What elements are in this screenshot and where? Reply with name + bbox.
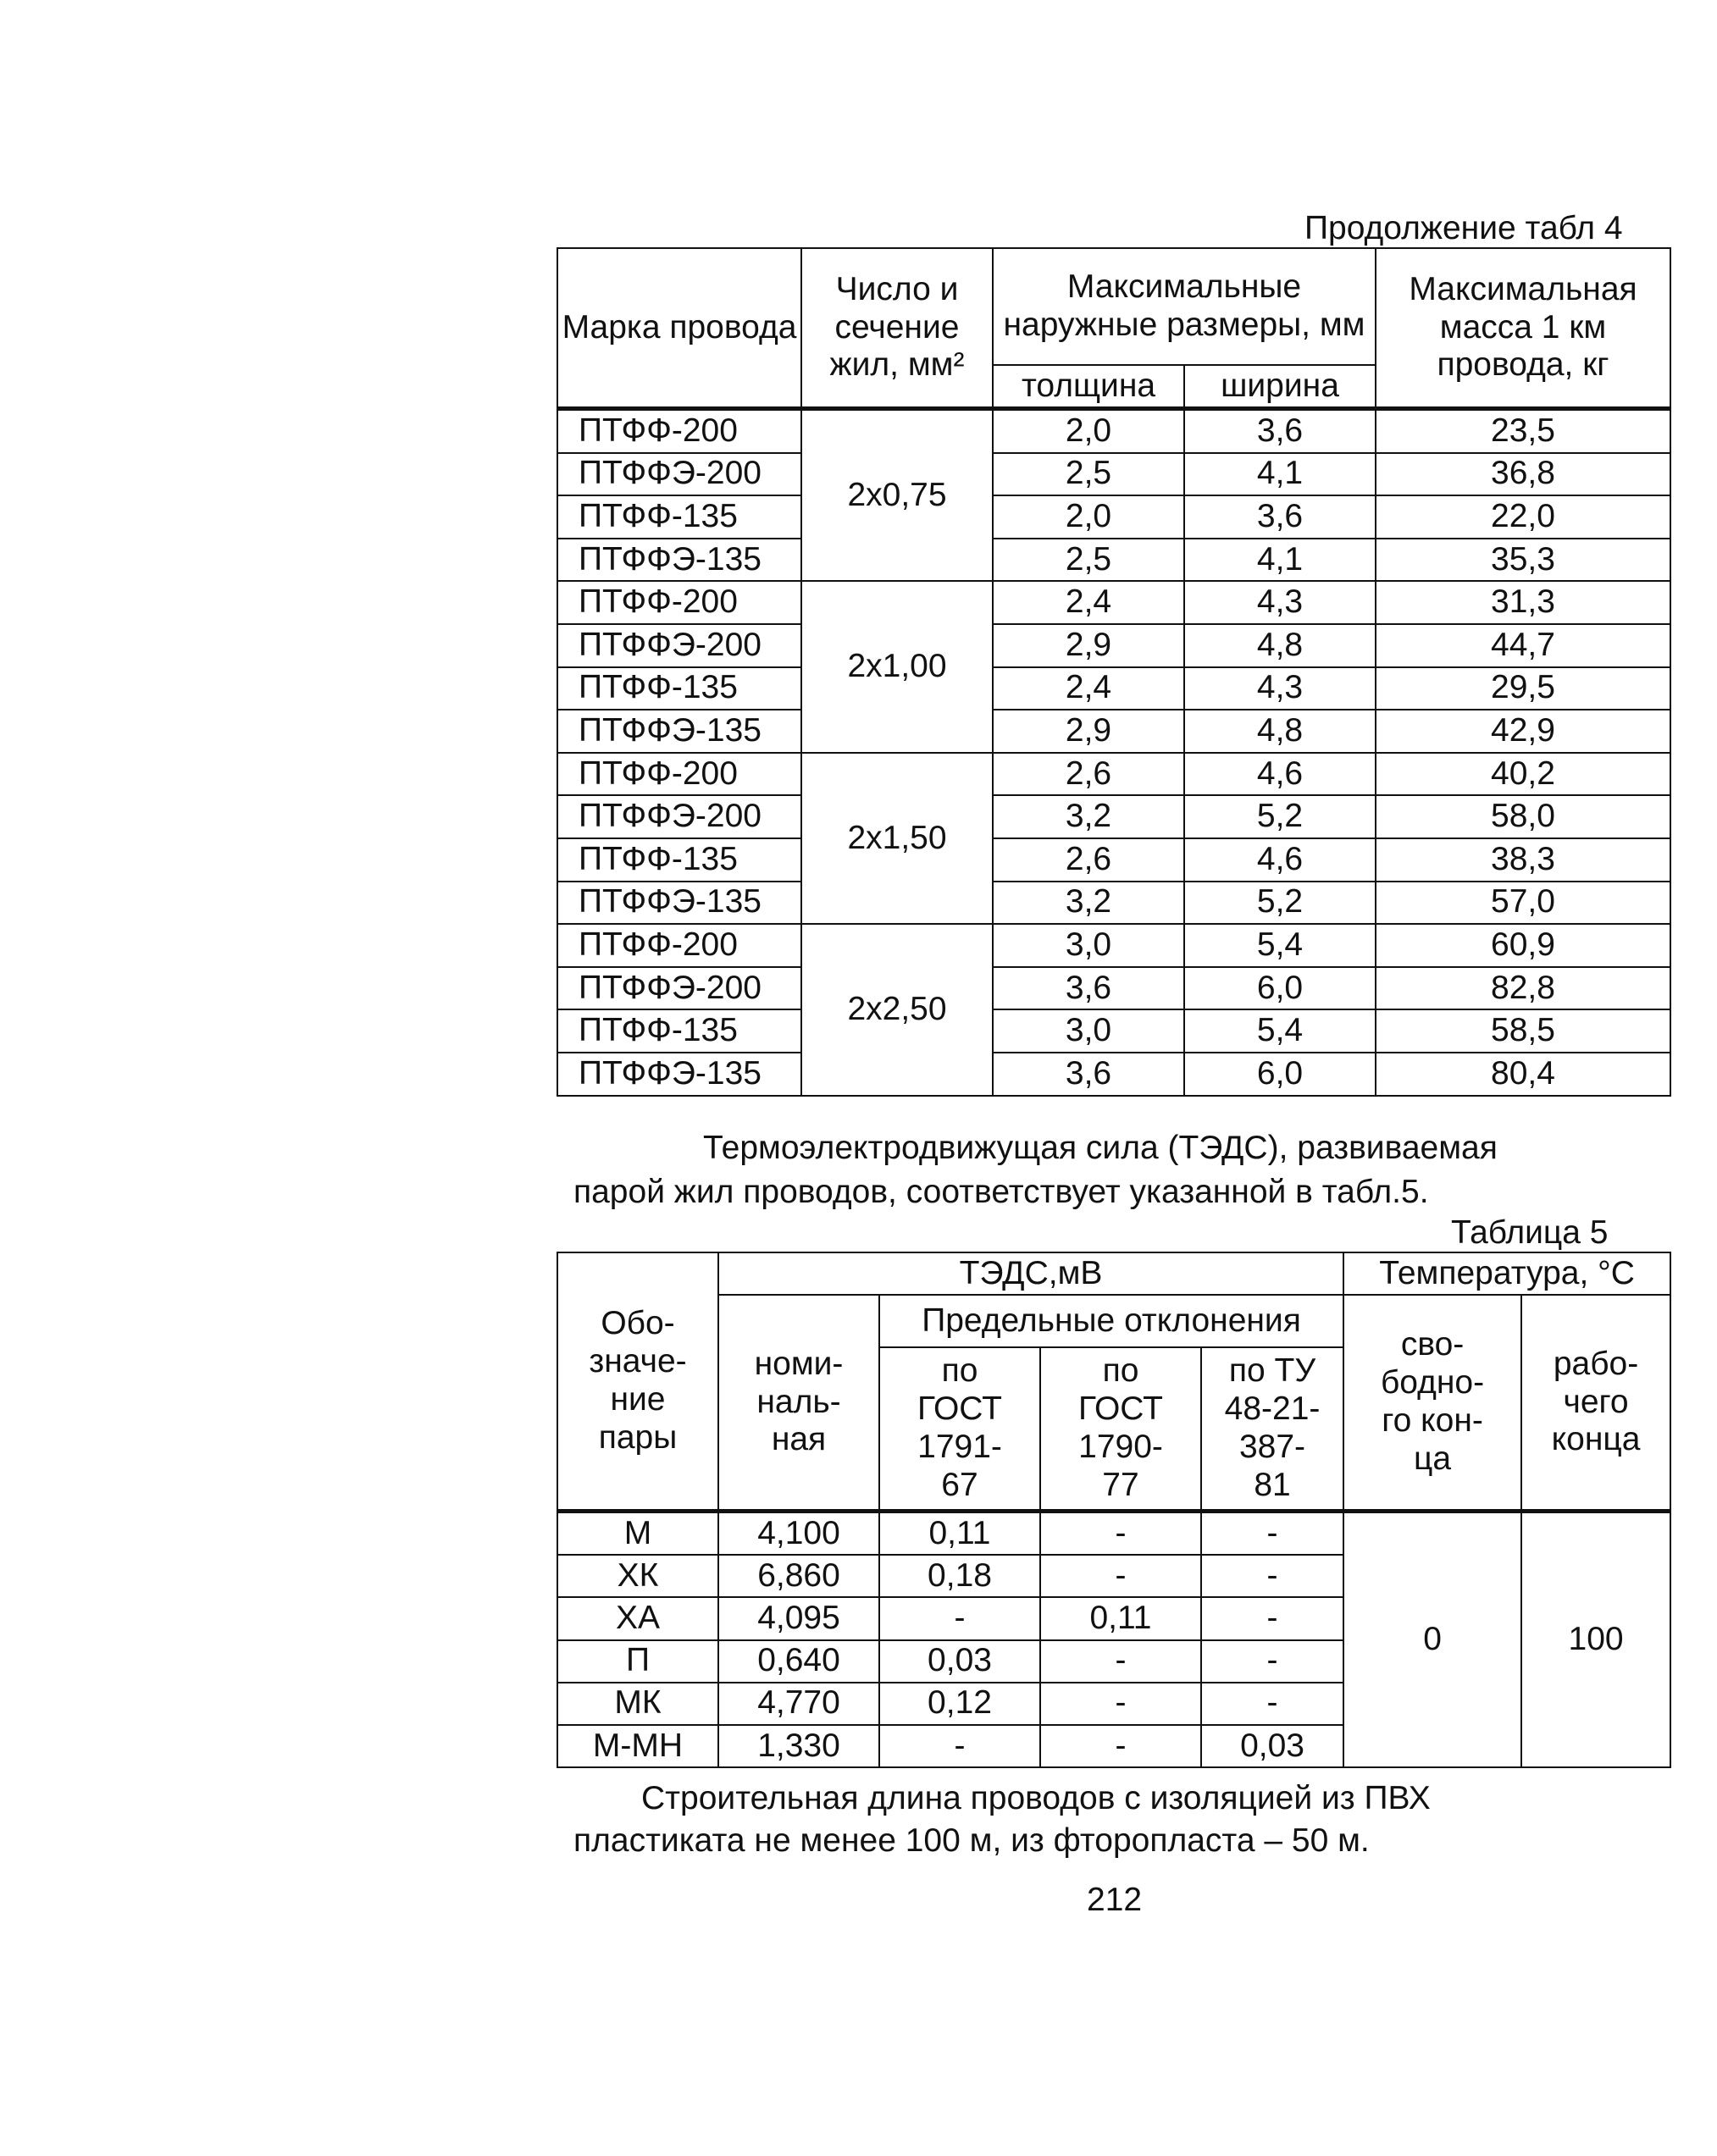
cell-pair: П — [557, 1640, 718, 1683]
header-mass: Максимальная масса 1 км провода, кг — [1376, 248, 1670, 409]
cell-nominal: 4,095 — [718, 1597, 879, 1639]
cell-gost1791: 0,12 — [879, 1683, 1040, 1725]
cell-section: 2х0,75 — [801, 409, 993, 582]
cell-nominal: 4,770 — [718, 1683, 879, 1725]
cell-free-end: 0 — [1343, 1512, 1521, 1768]
cell-pair: ХА — [557, 1597, 718, 1639]
cell-thickness: 3,2 — [993, 882, 1184, 925]
header-width: ширина — [1184, 365, 1376, 409]
header-tu: по ТУ 48-21- 387- 81 — [1201, 1347, 1343, 1512]
header-section: Число и сечение жил, мм² — [801, 248, 993, 409]
cell-width: 4,6 — [1184, 838, 1376, 882]
header-pair: Обо- значе- ние пары — [557, 1252, 718, 1512]
cell-mass: 31,3 — [1376, 581, 1670, 624]
cell-thickness: 3,6 — [993, 1053, 1184, 1096]
cell-mass: 58,0 — [1376, 795, 1670, 838]
cell-gost1790: - — [1040, 1683, 1201, 1725]
cell-thickness: 2,5 — [993, 539, 1184, 582]
cell-width: 4,1 — [1184, 453, 1376, 496]
paragraph2-line2: пластиката не менее 100 м, из фторопласта – 50 м. — [573, 1822, 1370, 1859]
header-gost1790: по ГОСТ 1790- 77 — [1040, 1347, 1201, 1512]
cell-mark: ПТФФЭ-135 — [557, 710, 801, 753]
cell-nominal: 4,100 — [718, 1512, 879, 1556]
cell-width: 3,6 — [1184, 409, 1376, 453]
cell-thickness: 2,5 — [993, 453, 1184, 496]
header-free-end: сво- бодно- го кон- ца — [1343, 1295, 1521, 1512]
table5-caption: Таблица 5 — [1451, 1214, 1609, 1251]
cell-gost1791: 0,03 — [879, 1640, 1040, 1683]
cell-width: 5,2 — [1184, 795, 1376, 838]
cell-pair: МК — [557, 1683, 718, 1725]
cell-mark: ПТФФ-135 — [557, 1009, 801, 1053]
cell-thickness: 3,2 — [993, 795, 1184, 838]
cell-thickness: 2,0 — [993, 409, 1184, 453]
cell-gost1790: 0,11 — [1040, 1597, 1201, 1639]
cell-tu: - — [1201, 1555, 1343, 1597]
cell-mark: ПТФФЭ-200 — [557, 795, 801, 838]
table4-row — [557, 753, 1670, 796]
cell-mass: 38,3 — [1376, 838, 1670, 882]
paragraph1-line1: Термоэлектродвижущая сила (ТЭДС), развиваемая — [703, 1130, 1498, 1166]
cell-tu: - — [1201, 1512, 1343, 1556]
cell-nominal: 6,860 — [718, 1555, 879, 1597]
cell-tu: - — [1201, 1597, 1343, 1639]
cell-nominal: 1,330 — [718, 1725, 879, 1767]
cell-width: 4,3 — [1184, 581, 1376, 624]
cell-mark: ПТФФ-200 — [557, 409, 801, 453]
cell-width: 4,1 — [1184, 539, 1376, 582]
cell-mark: ПТФФ-200 — [557, 581, 801, 624]
table5-row — [557, 1512, 1670, 1556]
cell-thickness: 2,0 — [993, 495, 1184, 539]
cell-tu: 0,03 — [1201, 1725, 1343, 1767]
table4-row — [557, 581, 1670, 624]
cell-tu: - — [1201, 1640, 1343, 1683]
cell-pair: М-МН — [557, 1725, 718, 1767]
cell-mass: 58,5 — [1376, 1009, 1670, 1053]
cell-gost1790: - — [1040, 1555, 1201, 1597]
cell-thickness: 2,9 — [993, 710, 1184, 753]
cell-mass: 57,0 — [1376, 882, 1670, 925]
cell-thickness: 2,6 — [993, 753, 1184, 796]
cell-pair: ХК — [557, 1555, 718, 1597]
cell-mark: ПТФФЭ-135 — [557, 539, 801, 582]
header-gost1791: по ГОСТ 1791- 67 — [879, 1347, 1040, 1512]
cell-tu: - — [1201, 1683, 1343, 1725]
cell-mass: 80,4 — [1376, 1053, 1670, 1096]
cell-gost1791: - — [879, 1597, 1040, 1639]
table5 — [557, 1252, 1671, 1768]
cell-mark: ПТФФ-135 — [557, 838, 801, 882]
page-number: 212 — [1087, 1882, 1143, 1918]
cell-width: 4,8 — [1184, 710, 1376, 753]
cell-thickness: 3,6 — [993, 967, 1184, 1010]
cell-mass: 82,8 — [1376, 967, 1670, 1010]
cell-mark: ПТФФ-200 — [557, 924, 801, 967]
cell-thickness: 3,0 — [993, 924, 1184, 967]
table4-row — [557, 539, 1670, 582]
paragraph1-line2: парой жил проводов, соответствует указанной в табл.5. — [573, 1174, 1429, 1210]
table4-row — [557, 882, 1670, 925]
cell-gost1790: - — [1040, 1725, 1201, 1767]
cell-work-end: 100 — [1521, 1512, 1670, 1768]
cell-gost1791: 0,18 — [879, 1555, 1040, 1597]
cell-gost1791: 0,11 — [879, 1512, 1040, 1556]
cell-mass: 23,5 — [1376, 409, 1670, 453]
cell-mass: 60,9 — [1376, 924, 1670, 967]
cell-gost1790: - — [1040, 1512, 1201, 1556]
cell-mass: 22,0 — [1376, 495, 1670, 539]
table4-row — [557, 409, 1670, 453]
cell-width: 6,0 — [1184, 967, 1376, 1010]
table4 — [557, 247, 1671, 1097]
cell-mass: 44,7 — [1376, 624, 1670, 667]
cell-mark: ПТФФЭ-200 — [557, 453, 801, 496]
paragraph2-line1: Строительная длина проводов с изоляцией из ПВХ — [641, 1780, 1431, 1816]
cell-mark: ПТФФЭ-200 — [557, 967, 801, 1010]
header-deviations: Предельные отклонения — [879, 1295, 1343, 1347]
header-thickness: толщина — [993, 365, 1184, 409]
header-temperature: Температура, °С — [1343, 1252, 1670, 1295]
cell-pair: М — [557, 1512, 718, 1556]
header-mark: Марка провода — [557, 248, 801, 409]
table4-row — [557, 838, 1670, 882]
cell-width: 6,0 — [1184, 1053, 1376, 1096]
table4-row — [557, 453, 1670, 496]
cell-mark: ПТФФ-135 — [557, 495, 801, 539]
cell-mark: ПТФФЭ-200 — [557, 624, 801, 667]
header-tedc: ТЭДС,мВ — [718, 1252, 1343, 1295]
table4-row — [557, 795, 1670, 838]
header-nominal: номи- наль- ная — [718, 1295, 879, 1512]
cell-mark: ПТФФ-135 — [557, 667, 801, 710]
cell-mass: 40,2 — [1376, 753, 1670, 796]
cell-section: 2х2,50 — [801, 924, 993, 1095]
cell-width: 4,6 — [1184, 753, 1376, 796]
cell-gost1790: - — [1040, 1640, 1201, 1683]
header-work-end: рабо- чего конца — [1521, 1295, 1670, 1512]
cell-thickness: 2,9 — [993, 624, 1184, 667]
cell-mark: ПТФФ-200 — [557, 753, 801, 796]
cell-thickness: 2,4 — [993, 581, 1184, 624]
cell-mark: ПТФФЭ-135 — [557, 882, 801, 925]
cell-nominal: 0,640 — [718, 1640, 879, 1683]
cell-width: 4,3 — [1184, 667, 1376, 710]
table4-row — [557, 1009, 1670, 1053]
cell-thickness: 3,0 — [993, 1009, 1184, 1053]
table4-row — [557, 710, 1670, 753]
cell-mass: 29,5 — [1376, 667, 1670, 710]
header-dims: Максимальные наружные размеры, мм — [993, 248, 1376, 365]
cell-section: 2х1,00 — [801, 581, 993, 752]
cell-width: 5,2 — [1184, 882, 1376, 925]
cell-mark: ПТФФЭ-135 — [557, 1053, 801, 1096]
cell-width: 5,4 — [1184, 1009, 1376, 1053]
table4-row — [557, 667, 1670, 710]
table4-row — [557, 1053, 1670, 1096]
cell-width: 5,4 — [1184, 924, 1376, 967]
table4-row — [557, 624, 1670, 667]
table4-row — [557, 924, 1670, 967]
cell-width: 4,8 — [1184, 624, 1376, 667]
table4-row — [557, 495, 1670, 539]
cell-thickness: 2,4 — [993, 667, 1184, 710]
cell-gost1791: - — [879, 1725, 1040, 1767]
cell-mass: 35,3 — [1376, 539, 1670, 582]
table4-caption: Продолжение табл 4 — [1304, 210, 1623, 246]
cell-mass: 42,9 — [1376, 710, 1670, 753]
cell-mass: 36,8 — [1376, 453, 1670, 496]
cell-thickness: 2,6 — [993, 838, 1184, 882]
cell-width: 3,6 — [1184, 495, 1376, 539]
table4-row — [557, 967, 1670, 1010]
cell-section: 2х1,50 — [801, 753, 993, 924]
